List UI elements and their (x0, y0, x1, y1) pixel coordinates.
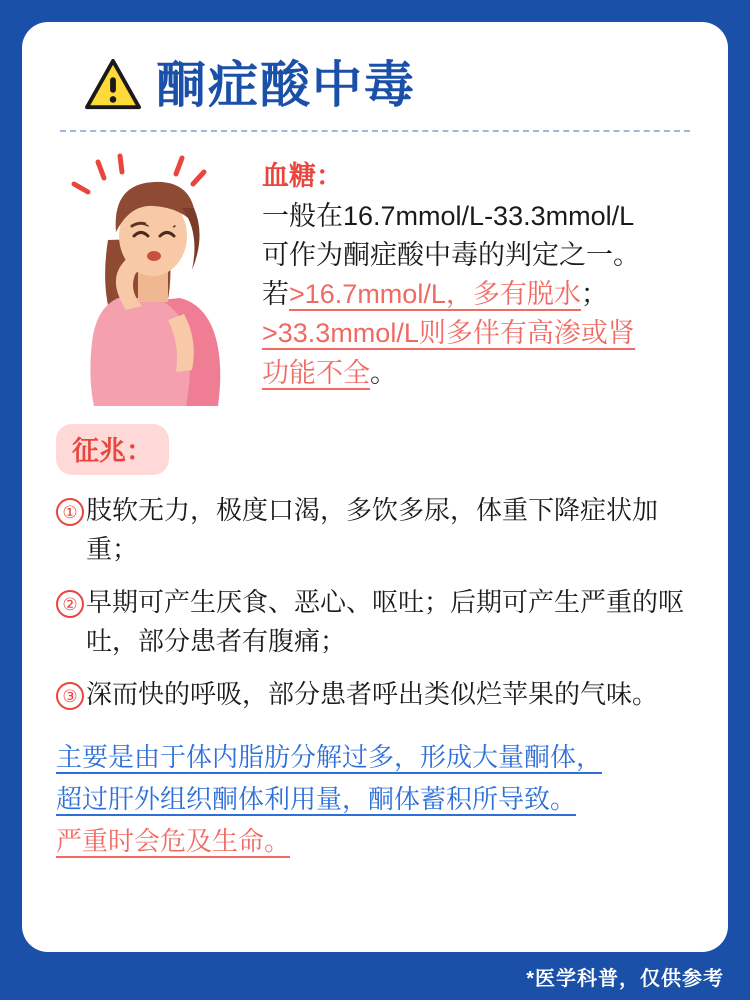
signs-badge: 征兆： (56, 424, 169, 475)
footer-bar (0, 952, 750, 1000)
header (56, 58, 694, 112)
bs-line-3-highlight: >16.7mmol/L，多有脱水 (289, 279, 581, 310)
bs-line-5-suffix: 。 (370, 357, 397, 388)
list-item (56, 491, 694, 569)
bs-line-3-suffix: ； (580, 279, 608, 310)
page-title: 酮症酸中毒 (156, 57, 416, 113)
bs-line-2: 可作为酮症酸中毒的判定之一。 (262, 240, 640, 271)
list-item (56, 583, 694, 661)
bs-line-5-highlight: 功能不全 (262, 357, 370, 388)
list-item-number: ③ (56, 682, 84, 710)
bs-line-3-prefix: 若 (262, 279, 289, 310)
note-line-2-text: 超过肝外组织酮体利用量，酮体蓄积所导致。 (56, 784, 577, 815)
blood-sugar-block (262, 148, 694, 418)
note-line-3 (56, 820, 694, 862)
note-line-3-text: 严重时会危及生命。 (56, 826, 291, 857)
bs-line-1: 一般在16.7mmol/L-33.3mmol/L (262, 201, 635, 231)
blood-sugar-label: 血糖： (262, 161, 343, 191)
note-line-1 (56, 736, 694, 778)
blood-sugar-body (262, 197, 694, 393)
disclaimer-text: *医学科普，仅供参考 (526, 967, 724, 990)
bs-line-5 (262, 354, 694, 393)
bs-line-4 (262, 314, 694, 353)
bs-line-4-highlight: >33.3mmol/L则多伴有高渗或肾 (262, 318, 635, 349)
list-item (56, 675, 694, 714)
list-item-text: 深而快的呼吸，部分患者呼出类似烂苹果的气味。 (86, 679, 659, 709)
list-item-number: ② (56, 590, 84, 618)
note-line-1-text: 主要是由于体内脂肪分解过多，形成大量酮体， (56, 742, 603, 772)
list-item-text: 肢软无力，极度口渴，多饮多尿，体重下降症状加重； (86, 495, 659, 564)
patient-illustration (56, 148, 256, 418)
summary-note (56, 736, 694, 862)
list-item-text: 早期可产生厌食、恶心、呕吐；后期可产生严重的呕吐，部分患者有腹痛； (86, 587, 685, 656)
note-line-2 (56, 778, 694, 820)
bs-line-3 (262, 275, 694, 314)
header-divider (60, 130, 690, 132)
signs-list (56, 491, 694, 714)
top-section (56, 148, 694, 418)
list-item-number: ① (56, 498, 84, 526)
woman-headache-illustration (56, 148, 256, 418)
warning-triangle-icon (84, 58, 142, 112)
content-card (22, 22, 728, 952)
